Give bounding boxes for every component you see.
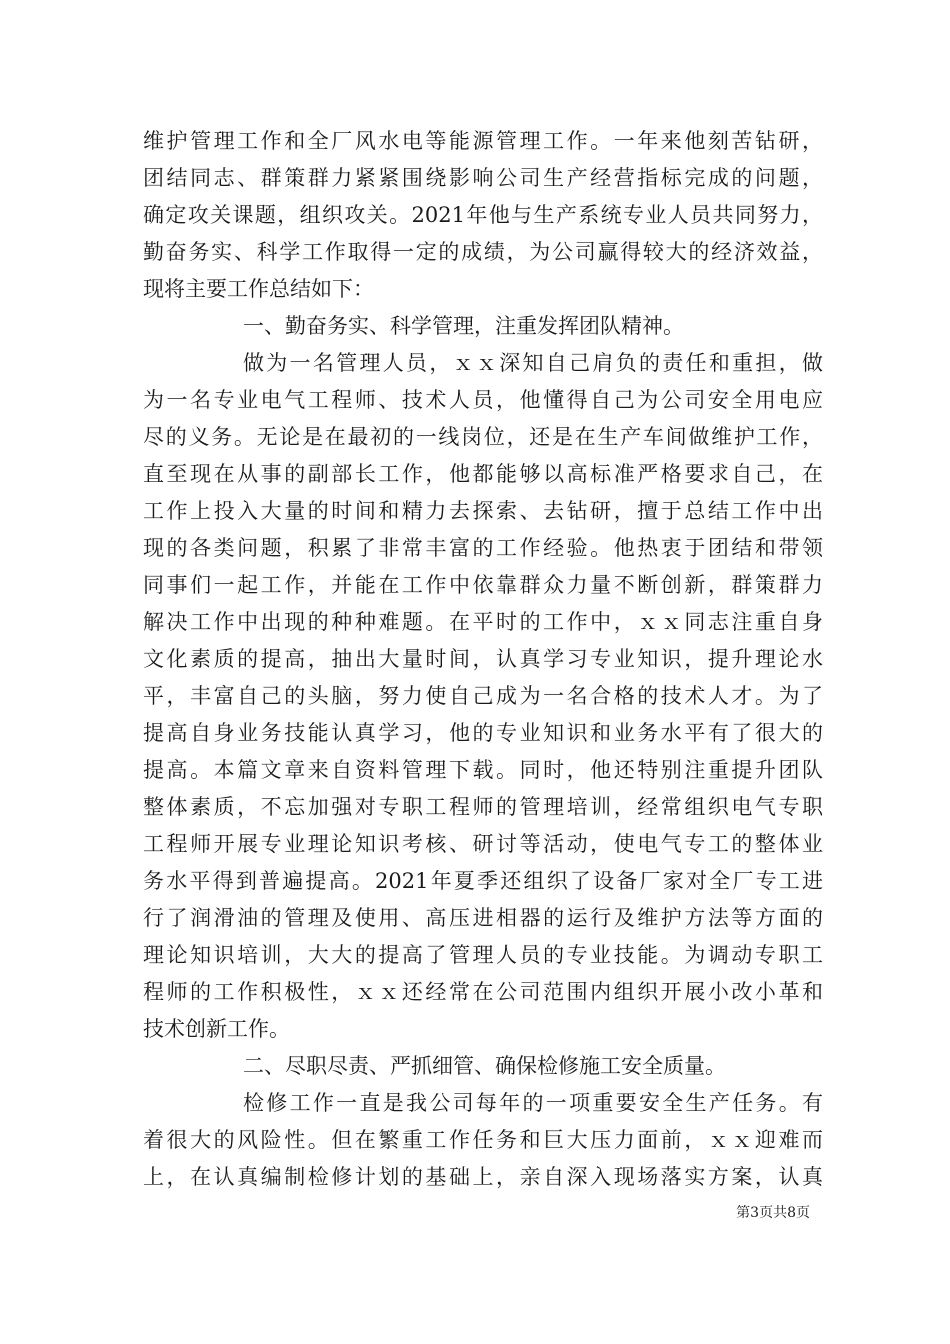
text-line: 务水平得到普遍提高。2021年夏季还组织了设备厂家对全厂专工进 bbox=[143, 869, 823, 893]
text-line: 为一名专业电气工程师、技术人员，他懂得自己为公司安全用电应 bbox=[143, 388, 823, 412]
text-line: 工程师开展专业理论知识考核、研讨等活动，使电气专工的整体业 bbox=[143, 832, 823, 856]
text-line: 文化素质的提高，抽出大量时间，认真学习专业知识，提升理论水 bbox=[143, 647, 823, 671]
section-heading-1: 一、勤奋务实、科学管理，注重发挥团队精神。 bbox=[243, 314, 684, 338]
text-line: 做为一名管理人员，ｘｘ深知自己肩负的责任和重担，做 bbox=[243, 351, 823, 375]
section-heading-2: 二、尽职尽责、严抓细管、确保检修施工安全质量。 bbox=[243, 1054, 726, 1078]
text-line: 理论知识培训，大大的提高了管理人员的专业技能。为调动专职工 bbox=[143, 943, 823, 967]
text-line: 现将主要工作总结如下： bbox=[143, 277, 374, 301]
text-line: 团结同志、群策群力紧紧围绕影响公司生产经营指标完成的问题， bbox=[143, 166, 823, 190]
text-line: 提高自身业务技能认真学习，他的专业知识和业务水平有了很大的 bbox=[143, 721, 823, 745]
text-line: 工作上投入大量的时间和精力去探索、去钻研，擅于总结工作中出 bbox=[143, 499, 823, 523]
text-line: 勤奋务实、科学工作取得一定的成绩，为公司赢得较大的经济效益， bbox=[143, 240, 823, 264]
text-line: 同事们一起工作，并能在工作中依靠群众力量不断创新，群策群力 bbox=[143, 573, 823, 597]
text-line: 上，在认真编制检修计划的基础上，亲自深入现场落实方案，认真 bbox=[143, 1165, 823, 1189]
text-line: 尽的义务。无论是在最初的一线岗位，还是在生产车间做维护工作， bbox=[143, 425, 823, 449]
text-line: 解决工作中出现的种种难题。在平时的工作中，ｘｘ同志注重自身 bbox=[143, 610, 823, 634]
text-line: 现的各类问题，积累了非常丰富的工作经验。他热衷于团结和带领 bbox=[143, 536, 823, 560]
page-number: 第3页共8页 bbox=[736, 1205, 810, 1221]
text-line: 整体素质，不忘加强对专职工程师的管理培训，经常组织电气专职 bbox=[143, 795, 823, 819]
text-line: 确定攻关课题，组织攻关。2021年他与生产系统专业人员共同努力， bbox=[143, 203, 823, 227]
text-line: 着很大的风险性。但在繁重工作任务和巨大压力面前，ｘｘ迎难而 bbox=[143, 1128, 823, 1152]
text-line: 程师的工作积极性，ｘｘ还经常在公司范围内组织开展小改小革和 bbox=[143, 980, 823, 1004]
text-line: 行了润滑油的管理及使用、高压进相器的运行及维护方法等方面的 bbox=[143, 906, 823, 930]
text-line: 技术创新工作。 bbox=[143, 1017, 290, 1041]
text-line: 维护管理工作和全厂风水电等能源管理工作。一年来他刻苦钻研， bbox=[143, 129, 823, 153]
text-line: 直至现在从事的副部长工作，他都能够以高标准严格要求自己，在 bbox=[143, 462, 823, 486]
text-line: 检修工作一直是我公司每年的一项重要安全生产任务。有 bbox=[243, 1091, 823, 1115]
text-line: 提高。本篇文章来自资料管理下载。同时，他还特别注重提升团队 bbox=[143, 758, 823, 782]
text-line: 平，丰富自己的头脑，努力使自己成为一名合格的技术人才。为了 bbox=[143, 684, 823, 708]
